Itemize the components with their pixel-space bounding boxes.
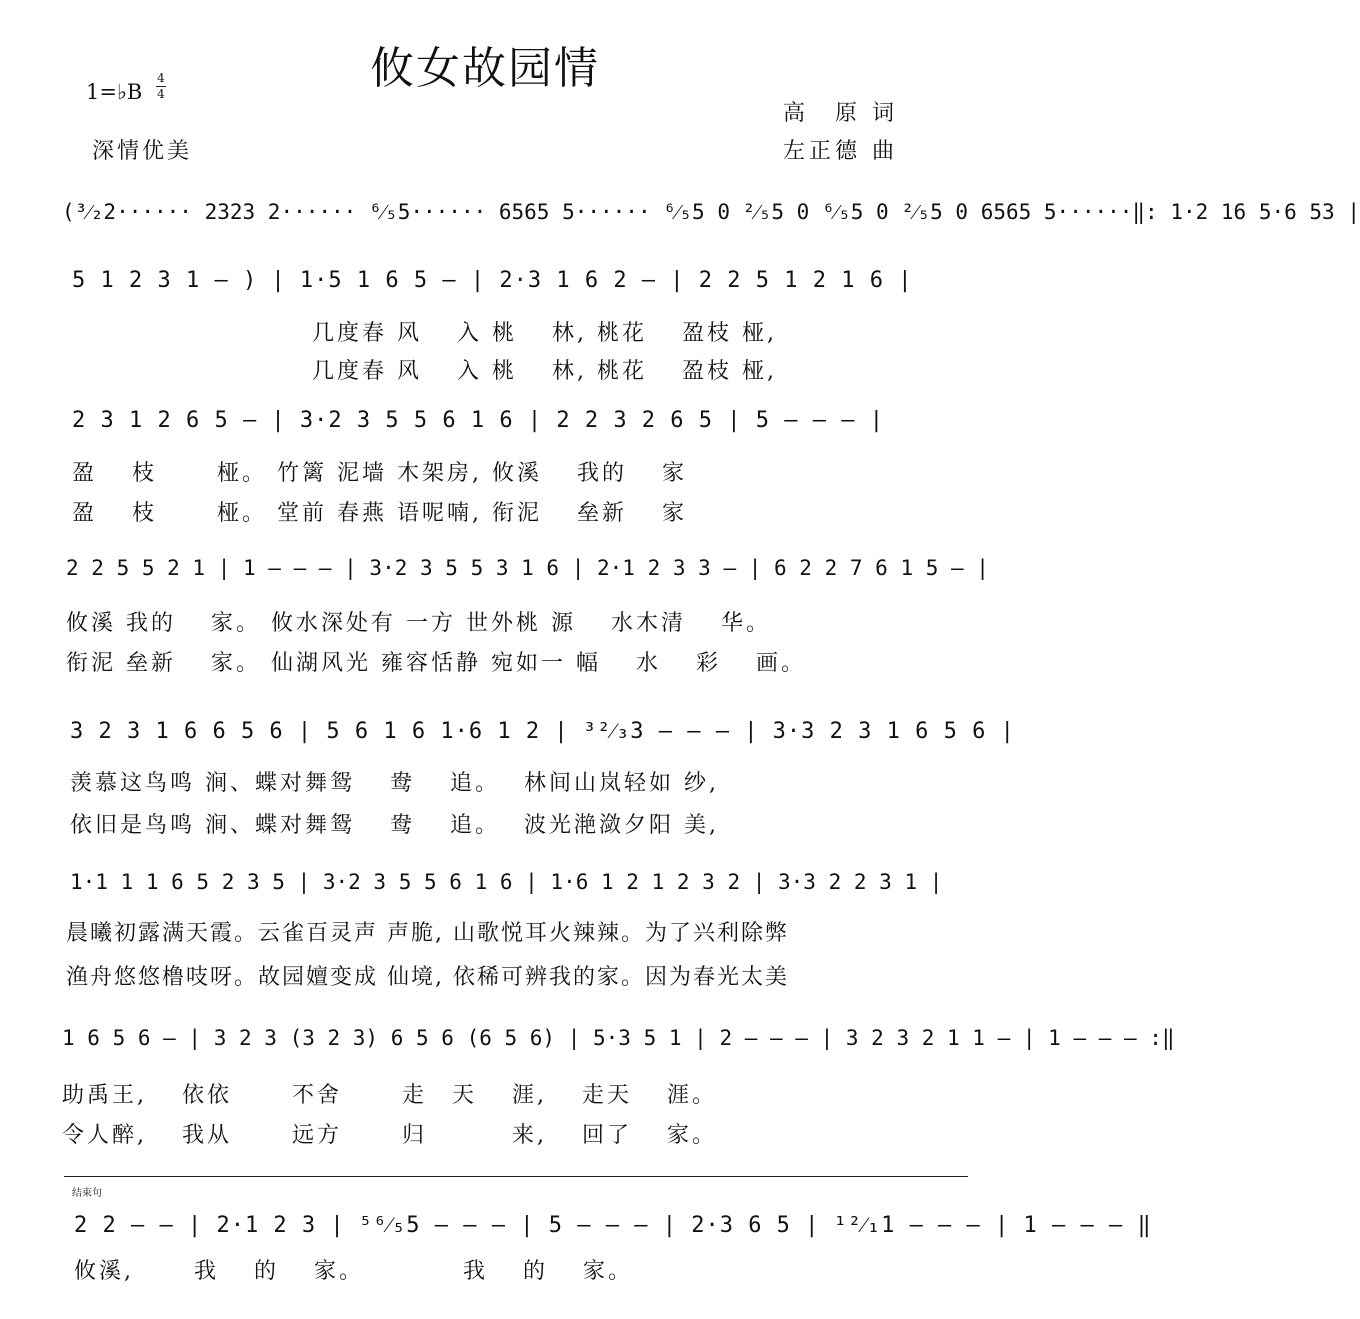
time-signature (156, 72, 166, 101)
notation-line-1: (³⁄₂2······ 2323 2······ ⁶⁄₅5······ 6565 5······ ⁶⁄₅5 0 ²⁄₅5 0 ⁶⁄₅5 0 ²⁄₅5 0 6565 5······‖: 1·2 16 5·6 53 | (62, 200, 1360, 224)
notation-line-2: 5 1 2 3 1 – ) | 1·5 1 6 5 – | 2·3 1 6 2 – | 2 2 5 1 2 1 6 | (72, 268, 913, 293)
lyricist-credit: 高 原 词 (783, 101, 898, 126)
lyric-line-2b: 几度春 风 入 桃 林, 桃花 盈枝 桠, (312, 359, 777, 384)
notation-line-6: 1·1 1 1 6 5 2 3 5 | 3·2 3 5 5 6 1 6 | 1·6 1 2 1 2 3 2 | 3·3 2 2 3 1 | (70, 870, 943, 894)
coda-lyrics: 攸溪, 我 的 家。 我 的 家。 (74, 1259, 633, 1284)
notation-line-7: 1 6 5 6 – | 3 2 3 (3 2 3) 6 5 6 (6 5 6) | 5·3 5 1 | 2 – – – | 3 2 3 2 1 1 – | 1 – – – :‖ (62, 1026, 1175, 1050)
lyric-line-3a: 盈 枝 桠。 竹篱 泥墙 木架房, 攸溪 我的 家 (72, 461, 687, 486)
lyric-line-5a: 羡慕这鸟鸣 涧、蝶对舞鸳 鸯 追。 林间山岚轻如 纱, (70, 771, 719, 796)
notation-line-5: 3 2 3 1 6 6 5 6 | 5 6 1 6 1·6 1 2 | ³²⁄₃3 – – – | 3·3 2 3 1 6 5 6 | (70, 719, 1015, 744)
tempo-marking: 深情优美 (92, 139, 193, 164)
lyric-line-3b: 盈 枝 桠。 堂前 春燕 语呢喃, 衔泥 垒新 家 (72, 501, 687, 526)
lyric-line-7b: 令人醉, 我从 远方 归 来, 回了 家。 (62, 1123, 717, 1148)
lyric-line-2a: 几度春 风 入 桃 林, 桃花 盈枝 桠, (312, 321, 777, 346)
composer-credit: 左正德 曲 (783, 139, 898, 164)
notation-line-4: 2 2 5 5 2 1 | 1 – – – | 3·2 3 5 5 3 1 6 | 2·1 2 3 3 – | 6 2 2 7 6 1 5 – | (66, 556, 989, 580)
coda-label: 结束句 (72, 1188, 102, 1199)
meter-bottom: 4 (157, 87, 165, 101)
meter-top: 4 (157, 71, 165, 85)
song-title: 攸女故园情 (370, 43, 600, 94)
lyric-line-7a: 助禹王, 依依 不舍 走 天 涯, 走天 涯。 (62, 1083, 717, 1108)
notation-line-3: 2 3 1 2 6 5 – | 3·2 3 5 5 6 1 6 | 2 2 3 2 6 5 | 5 – – – | (72, 408, 884, 433)
lyric-line-4b: 衔泥 垒新 家。 仙湖风光 雍容恬静 宛如一 幅 水 彩 画。 (66, 651, 806, 676)
lyric-line-5b: 依旧是鸟鸣 涧、蝶对舞鸳 鸯 追。 波光滟潋夕阳 美, (70, 813, 719, 838)
lyric-line-6b: 渔舟悠悠橹吱呀。故园嬗变成 仙境, 依稀可辨我的家。因为春光太美 (66, 965, 789, 990)
key-signature: 1=♭B (86, 80, 143, 104)
lyric-line-4a: 攸溪 我的 家。 攸水深处有 一方 世外桃 源 水木清 华。 (66, 611, 771, 636)
lyric-line-6a: 晨曦初露满天霞。云雀百灵声 声脆, 山歌悦耳火辣辣。为了兴利除弊 (66, 921, 789, 946)
coda-notation: 2 2 – – | 2·1 2 3 | ⁵⁶⁄₅5 – – – | 5 – – – | 2·3 6 5 | ¹²⁄₁1 – – – | 1 – – – ‖ (74, 1213, 1152, 1238)
